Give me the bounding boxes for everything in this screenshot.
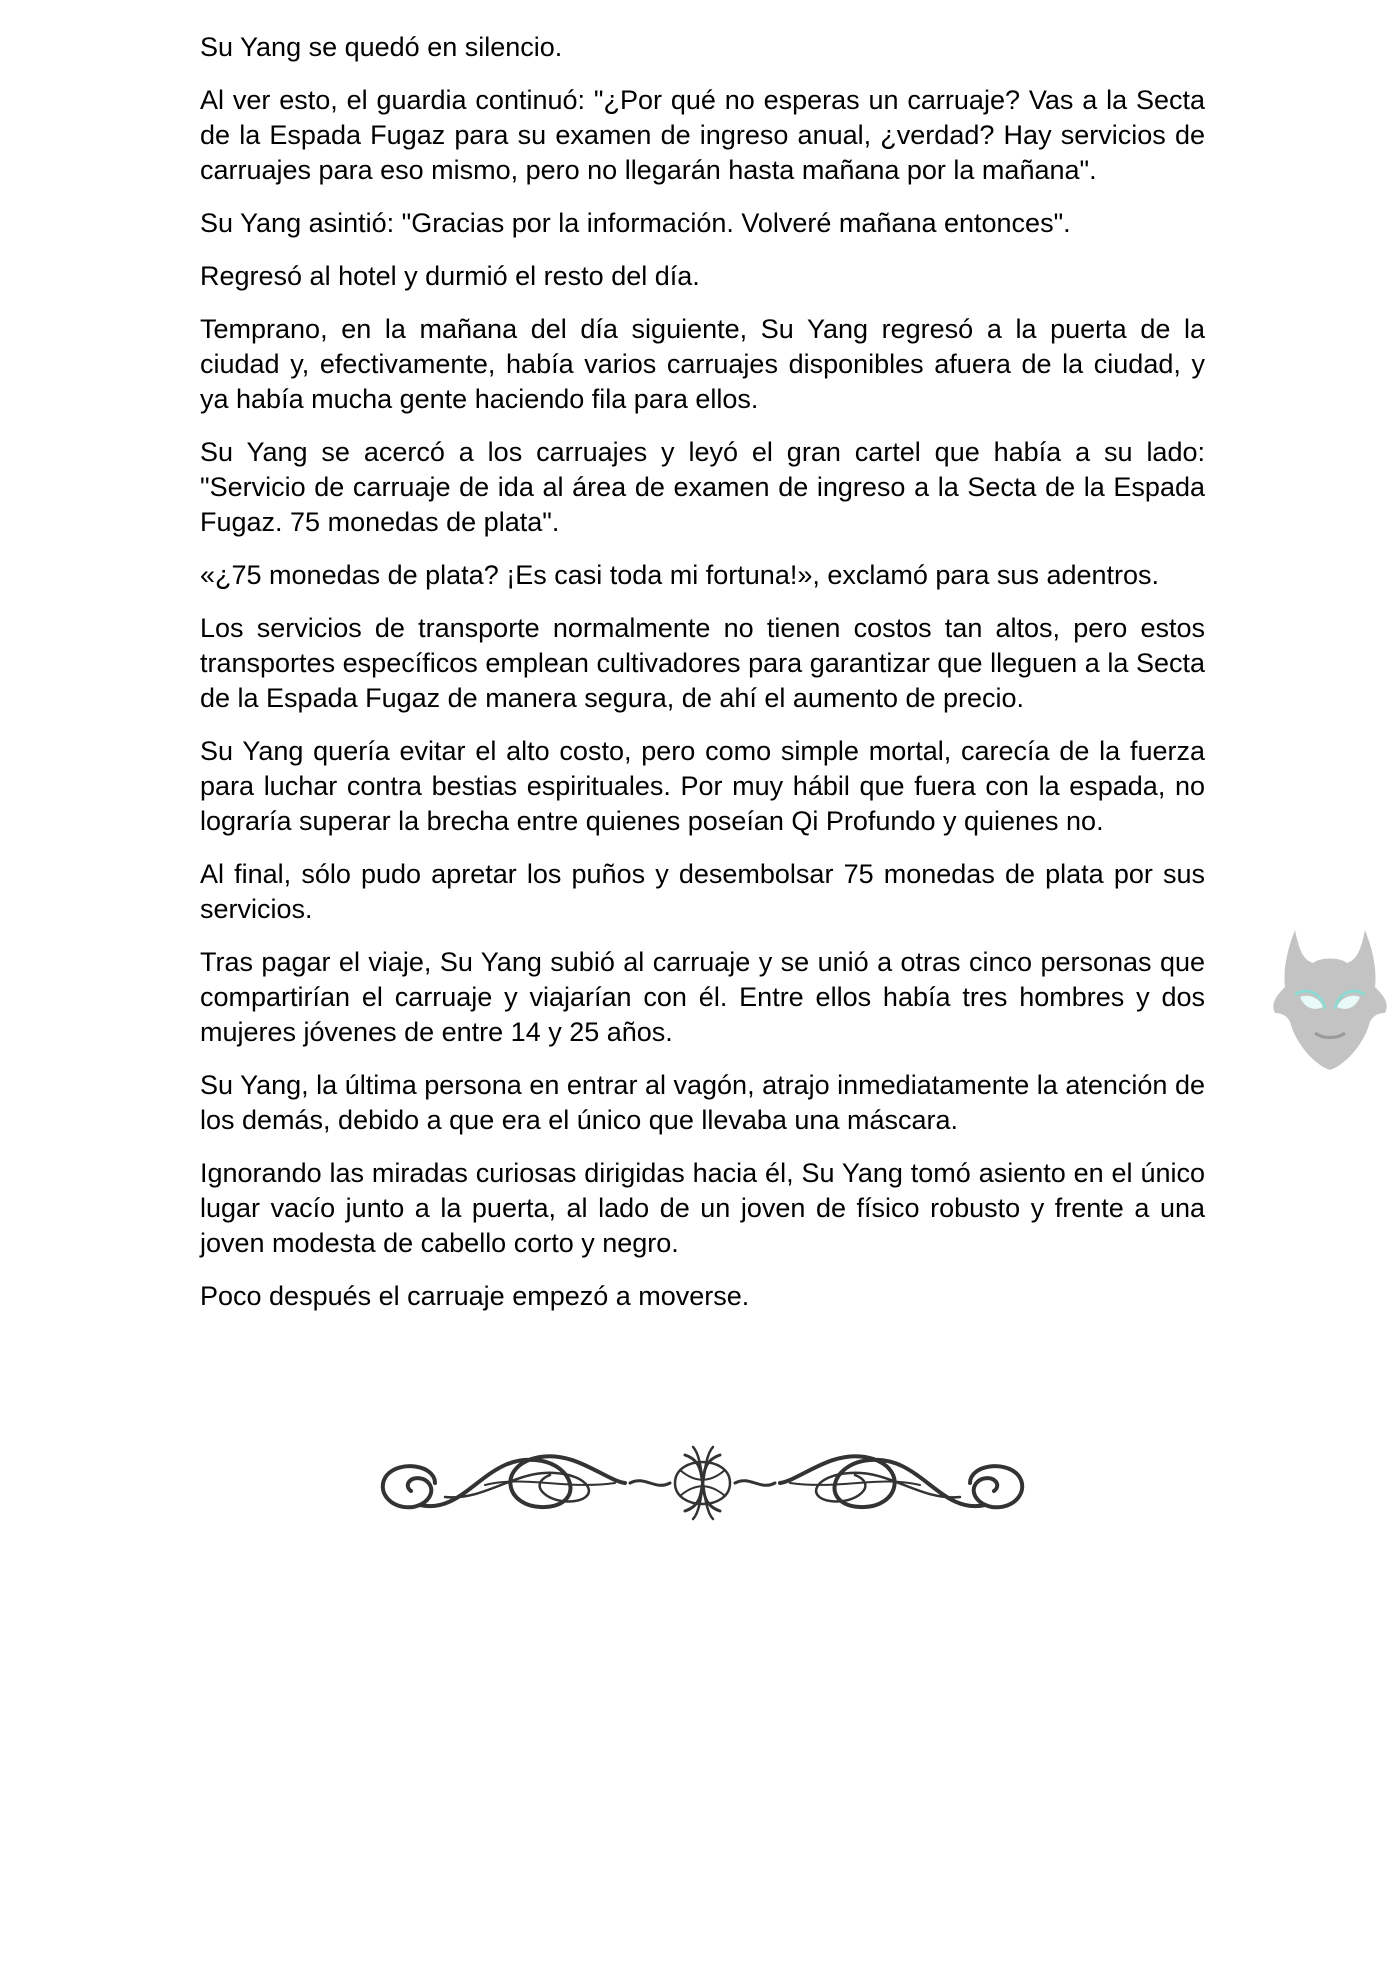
- demon-mask-icon: [1265, 925, 1395, 1075]
- paragraph: Tras pagar el viaje, Su Yang subió al carruaje y se unió a otras cinco personas que compartirían el carruaje y viajarían con él. Entre ellos había tres hombres y dos mujeres jóvenes de entre 14 y 25 años.: [200, 947, 1205, 1047]
- paragraph: «¿75 monedas de plata? ¡Es casi toda mi fortuna!», exclamó para sus adentros.: [200, 560, 1160, 590]
- paragraph: Su Yang, la última persona en entrar al vagón, atrajo inmediatamente la atención de los demás, debido a que era el único que llevaba una máscara.: [200, 1070, 1205, 1135]
- paragraph: Su Yang asintió: "Gracias por la información. Volveré mañana entonces".: [200, 208, 1071, 238]
- paragraph: Los servicios de transporte normalmente no tienen costos tan altos, pero estos transportes específicos emplean cultivadores para garantizar que lleguen a la Secta de la Espada Fugaz de manera segura, de ahí el aumento de precio.: [200, 613, 1205, 713]
- paragraph: Al ver esto, el guardia continuó: "¿Por qué no esperas un carruaje? Vas a la Secta de la Espada Fugaz para su examen de ingreso anual, ¿verdad? Hay servicios de carruajes para eso mismo, pero no llegarán hasta mañana por la mañana".: [200, 85, 1205, 185]
- paragraph: Su Yang quería evitar el alto costo, pero como simple mortal, carecía de la fuerza para luchar contra bestias espirituales. Por muy hábil que fuera con la espada, no lograría superar la brecha entre quienes poseían Qi Profundo y quienes no.: [200, 736, 1205, 836]
- paragraph: Regresó al hotel y durmió el resto del día.: [200, 261, 700, 291]
- paragraph: Su Yang se acercó a los carruajes y leyó el gran cartel que había a su lado: "Servicio de carruaje de ida al área de examen de ingreso a la Secta de la Espada Fugaz. 75 monedas de plata".: [200, 437, 1205, 537]
- paragraph: Ignorando las miradas curiosas dirigidas hacia él, Su Yang tomó asiento en el único lugar vacío junto a la puerta, al lado de un joven de físico robusto y frente a una joven modesta de cabello corto y negro.: [200, 1158, 1205, 1258]
- paragraph: Su Yang se quedó en silencio.: [200, 32, 563, 62]
- body-text: [200, 30, 1205, 1332]
- paragraph: Al final, sólo pudo apretar los puños y desembolsar 75 monedas de plata por sus servicios.: [200, 859, 1205, 924]
- paragraph: Poco después el carruaje empezó a moverse.: [200, 1281, 750, 1311]
- flourish-divider-icon: [375, 1435, 1030, 1530]
- paragraph: Temprano, en la mañana del día siguiente, Su Yang regresó a la puerta de la ciudad y, efectivamente, había varios carruajes disponibles afuera de la ciudad, y ya había mucha gente haciendo fila para ellos.: [200, 314, 1205, 414]
